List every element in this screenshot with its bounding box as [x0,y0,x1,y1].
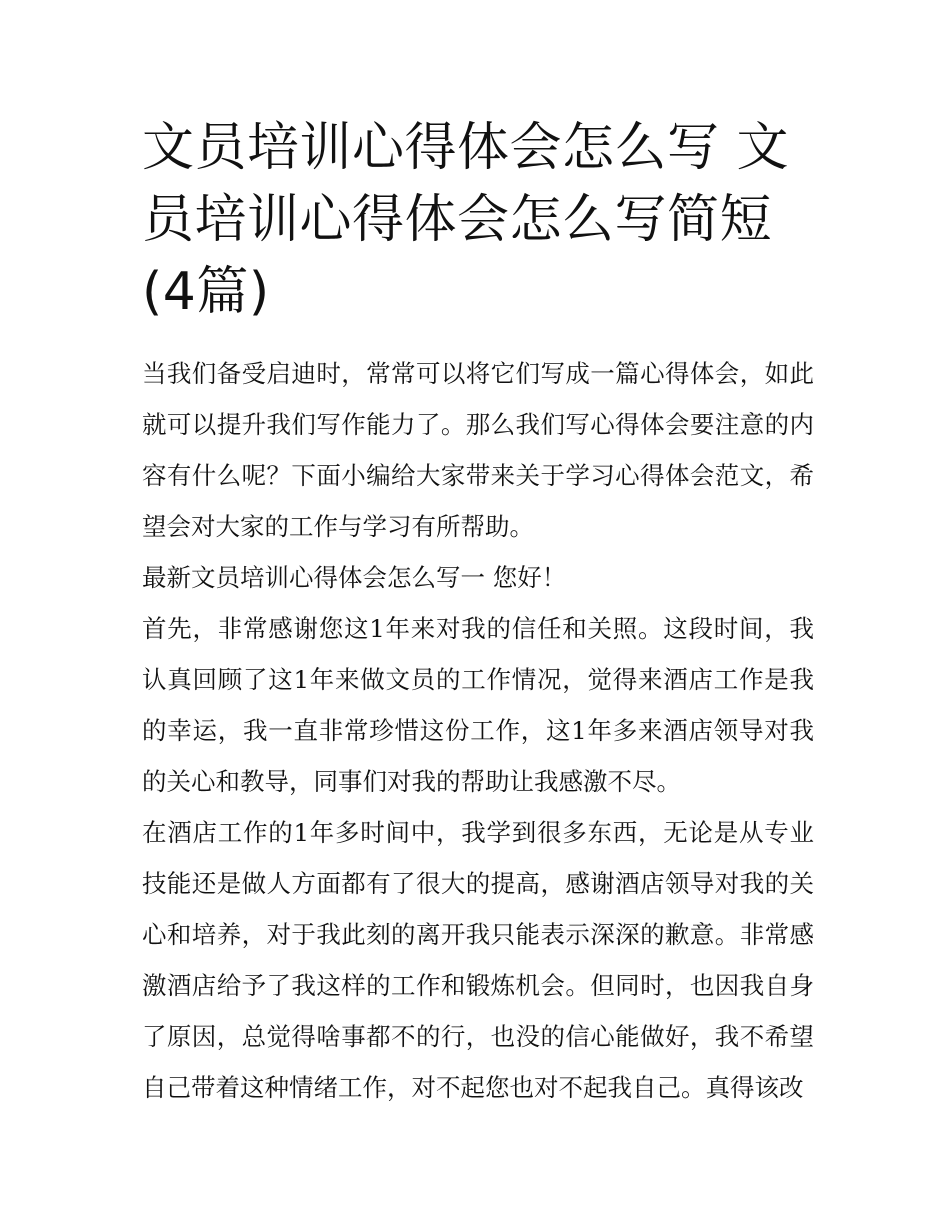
document-body [142,112,814,1113]
paragraph-experience: 在酒店工作的1年多时间中，我学到很多东西，无论是从专业技能还是做人方面都有了很大的提高，感谢酒店领导对我的关心和培养，对于我此刻的离开我只能表示深深的歉意。非常感激酒店给予了我这样的工作和锻炼机会。但同时，也因我自身了原因，总觉得啥事都不的行，也没的信心能做好，我不希望自己带着这种情绪工作，对不起您也对不起我自己。真得该改 [142,818,814,1102]
paragraph-intro: 当我们备受启迪时，常常可以将它们写成一篇心得体会，如此就可以提升我们写作能力了。那么我们写心得体会要注意的内容有什么呢？下面小编给大家带来关于学习心得体会范文，希望会对大家的工作与学习有所帮助。 [142,359,814,541]
paragraph-thanks: 首先，非常感谢您这1年来对我的信任和关照。这段时间，我认真回顾了这1年来做文员的工作情况，觉得来酒店工作是我的幸运，我一直非常珍惜这份工作，这1年多来酒店领导对我的关心和教导，同事们对我的帮助让我感激不尽。 [142,614,814,796]
document-title: 文员培训心得体会怎么写 文员培训心得体会怎么写简短(4篇) [142,118,790,322]
paragraph-section-heading: 最新文员培训心得体会怎么写一 您好！ [142,563,567,592]
